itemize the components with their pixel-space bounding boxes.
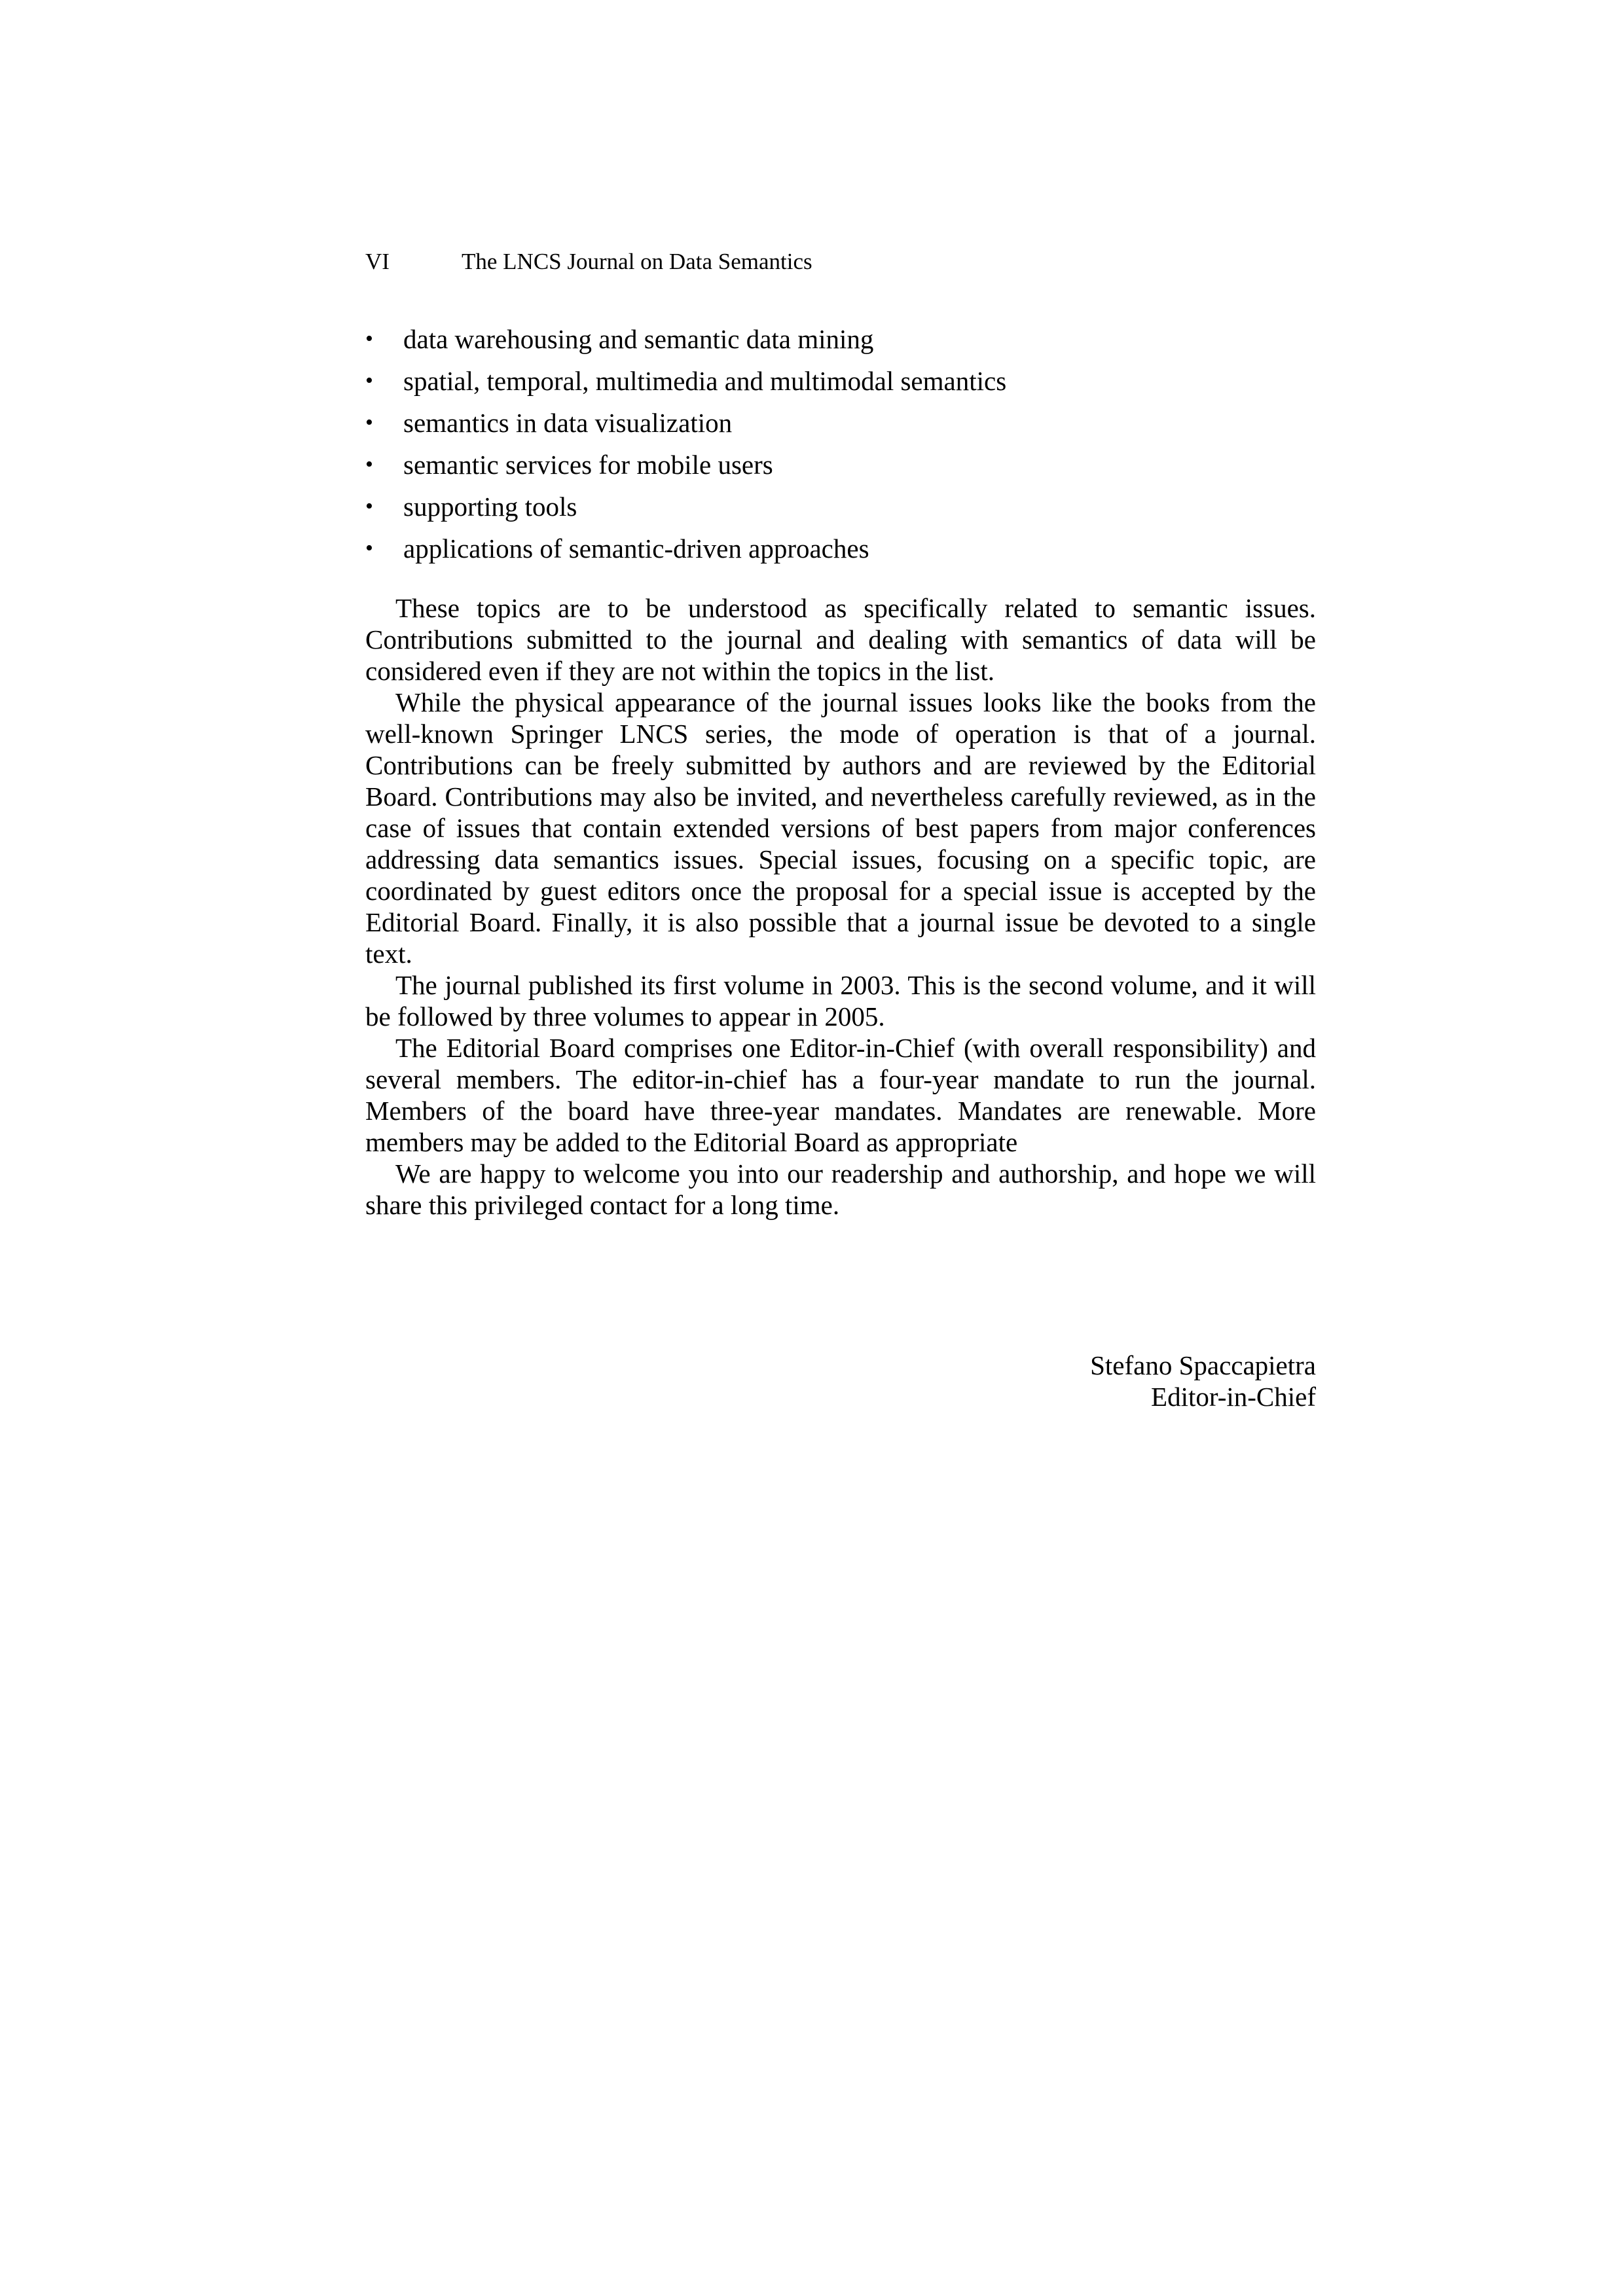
list-item-text: semantic services for mobile users: [403, 450, 773, 480]
list-item-text: spatial, temporal, multimedia and multimodal semantics: [403, 366, 1007, 396]
bullet-icon: •: [365, 368, 373, 393]
bullet-icon: •: [365, 327, 373, 351]
list-item: [365, 446, 1316, 488]
paragraph-welcome: We are happy to welcome you into our readership and authorship, and hope we will share this privileged contact for a long time.: [365, 1158, 1316, 1220]
list-item: [365, 363, 1316, 404]
list-item: [365, 321, 1316, 363]
paragraph-volumes: The journal published its first volume in 2003. This is the second volume, and it will be followed by three volumes to appear in 2005.: [365, 970, 1316, 1031]
list-item: [365, 530, 1316, 572]
list-item-text: applications of semantic-driven approaches: [403, 533, 869, 564]
paragraph-topics-scope: These topics are to be understood as specifically related to semantic issues. Contributions submitted to the journal and dealing with semantics of data will be considered even if they are not within the topics in the list.: [365, 593, 1316, 686]
running-header: [365, 247, 1321, 276]
list-item: [365, 488, 1316, 530]
bullet-icon: •: [365, 494, 373, 518]
list-item-text: supporting tools: [403, 492, 577, 522]
bullet-icon: •: [365, 410, 373, 435]
bullet-icon: •: [365, 536, 373, 560]
page-number: VI: [365, 249, 390, 274]
topic-list: [365, 321, 1316, 572]
signature-name: Stefano Spaccapietra: [1090, 1350, 1316, 1380]
paragraph-editorial-board: The Editorial Board comprises one Editor-in-Chief (with overall responsibility) and several members. The editor-in-chief has a four-year mandate to run the journal. Members of the board have three-year mandates. Mandates are renewable. More members may be added to the Editorial Board as appropriate: [365, 1033, 1316, 1157]
list-item: [365, 404, 1316, 446]
list-item-text: semantics in data visualization: [403, 408, 733, 438]
body-text: [365, 592, 1316, 1221]
running-title: The LNCS Journal on Data Semantics: [462, 249, 812, 274]
list-item-text: data warehousing and semantic data mining: [403, 324, 874, 354]
bullet-icon: •: [365, 452, 373, 476]
signature-block: [365, 1350, 1316, 1412]
signature-title: Editor-in-Chief: [1151, 1382, 1316, 1412]
paragraph-mode-of-operation: While the physical appearance of the journal issues looks like the books from the well-known Springer LNCS series, the mode of operation is that of a journal. Contributions can be freely submitted by authors and are reviewed by the Editorial Board. Contributions may also be invited, and nevertheless carefully reviewed, as in the case of issues that contain extended versions of best papers from major conferences addressing data semantics issues. Special issues, focusing on a specific topic, are coordinated by guest editors once the proposal for a special issue is accepted by the Editorial Board. Finally, it is also possible that a journal issue be devoted to a single text.: [365, 687, 1316, 969]
